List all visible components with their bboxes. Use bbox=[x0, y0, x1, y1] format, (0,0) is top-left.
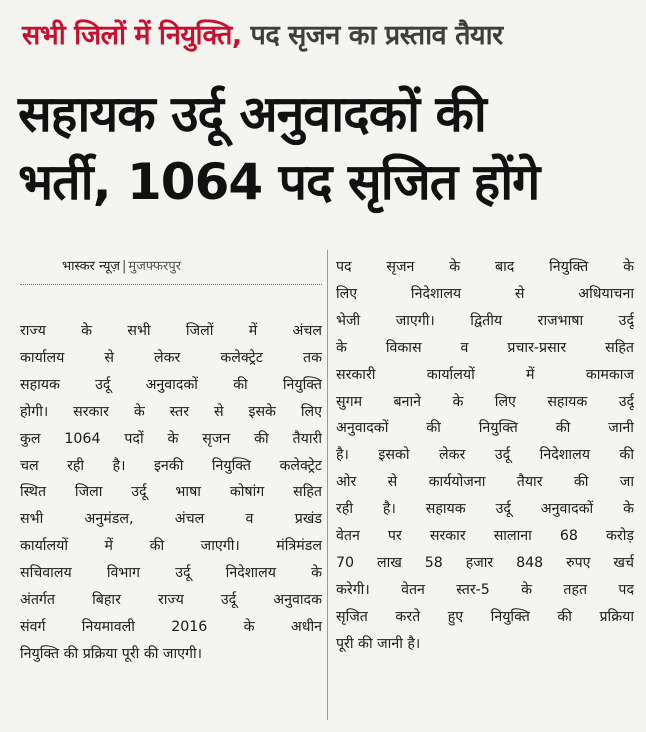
article-line: भेजी जाएगी। द्वितीय राजभाषा उर्दू bbox=[336, 312, 634, 329]
byline bbox=[62, 256, 181, 274]
article-line: संवर्ग नियमावली 2016 के अधीन bbox=[20, 618, 322, 635]
article-line: अनुवादकों की नियुक्ति की जानी bbox=[336, 420, 634, 437]
article-line: के विकास व प्रचार-प्रसार सहित bbox=[336, 339, 634, 356]
article-line: ओर से कार्ययोजना तैयार की जा bbox=[336, 474, 634, 491]
article-line: सृजित करते हुए नियुक्ति की प्रक्रिया bbox=[336, 608, 634, 625]
article-line: राज्य के सभी जिलों में अंचल bbox=[20, 323, 322, 339]
kicker-headline bbox=[22, 16, 632, 56]
article-line: 70 लाख 58 हजार 848 रुपए खर्च bbox=[336, 554, 634, 571]
article-line: लिए निदेशालय से अधियाचना bbox=[336, 285, 634, 302]
byline-separator: | bbox=[122, 259, 127, 274]
article-column-right bbox=[336, 254, 634, 658]
article-line: कार्यालय से लेकर कलेक्ट्रेट तक bbox=[20, 349, 322, 366]
kicker-comma: , bbox=[231, 20, 242, 51]
article-line: अंतर्गत बिहार राज्य उर्दू अनुवादक bbox=[20, 592, 322, 609]
article-line: है। इसको लेकर उर्दू निदेशालय की bbox=[336, 447, 634, 464]
article-line: सुगम बनाने के लिए सहायक उर्दू bbox=[336, 393, 634, 410]
kicker-highlight: सभी जिलों में नियुक्ति bbox=[22, 20, 232, 51]
article-line: वेतन पर सरकार सालाना 68 करोड़ bbox=[336, 528, 634, 545]
headline-line-1: सहायक उर्दू अनुवादकों की bbox=[18, 85, 486, 143]
main-headline bbox=[18, 80, 638, 216]
article-line: स्थित जिला उर्दू भाषा कोषांग सहित bbox=[20, 484, 322, 501]
article-line: कार्यालयों में की जाएगी। मंत्रिमंडल bbox=[20, 538, 322, 555]
article-line: कुल 1064 पदों के सृजन की तैयारी bbox=[20, 430, 322, 447]
article-line: होगी। सरकार के स्तर से इसके लिए bbox=[20, 403, 322, 420]
byline-divider bbox=[20, 284, 322, 285]
article-line: पद सृजन के बाद नियुक्ति के bbox=[336, 259, 634, 275]
article-line: रही है। सहायक उर्दू अनुवादकों के bbox=[336, 501, 634, 518]
byline-location: मुजफ्फरपुर bbox=[128, 259, 182, 274]
article-line: करेगी। वेतन स्तर-5 के तहत पद bbox=[336, 581, 634, 598]
article-column-left bbox=[20, 318, 322, 668]
article-line: नियुक्ति की प्रक्रिया पूरी की जाएगी। bbox=[20, 645, 203, 662]
article-line: पूरी की जानी है। bbox=[336, 635, 421, 652]
column-divider bbox=[327, 250, 328, 720]
article-line: सरकारी कार्यालयों में कामकाज bbox=[336, 366, 634, 383]
byline-source: भास्कर न्यूज़ bbox=[62, 259, 121, 274]
article-line: सचिवालय विभाग उर्दू निदेशालय के bbox=[20, 565, 322, 582]
headline-line-2: भर्ती, 1064 पद सृजित होंगे bbox=[18, 153, 540, 211]
article-line: सहायक उर्दू अनुवादकों की नियुक्ति bbox=[20, 376, 322, 393]
article-line: चल रही है। इनकी नियुक्ति कलेक्ट्रेट bbox=[20, 457, 322, 474]
kicker-text: पद सृजन का प्रस्ताव तैयार bbox=[241, 20, 503, 51]
article-line: सभी अनुमंडल, अंचल व प्रखंड bbox=[20, 511, 322, 528]
